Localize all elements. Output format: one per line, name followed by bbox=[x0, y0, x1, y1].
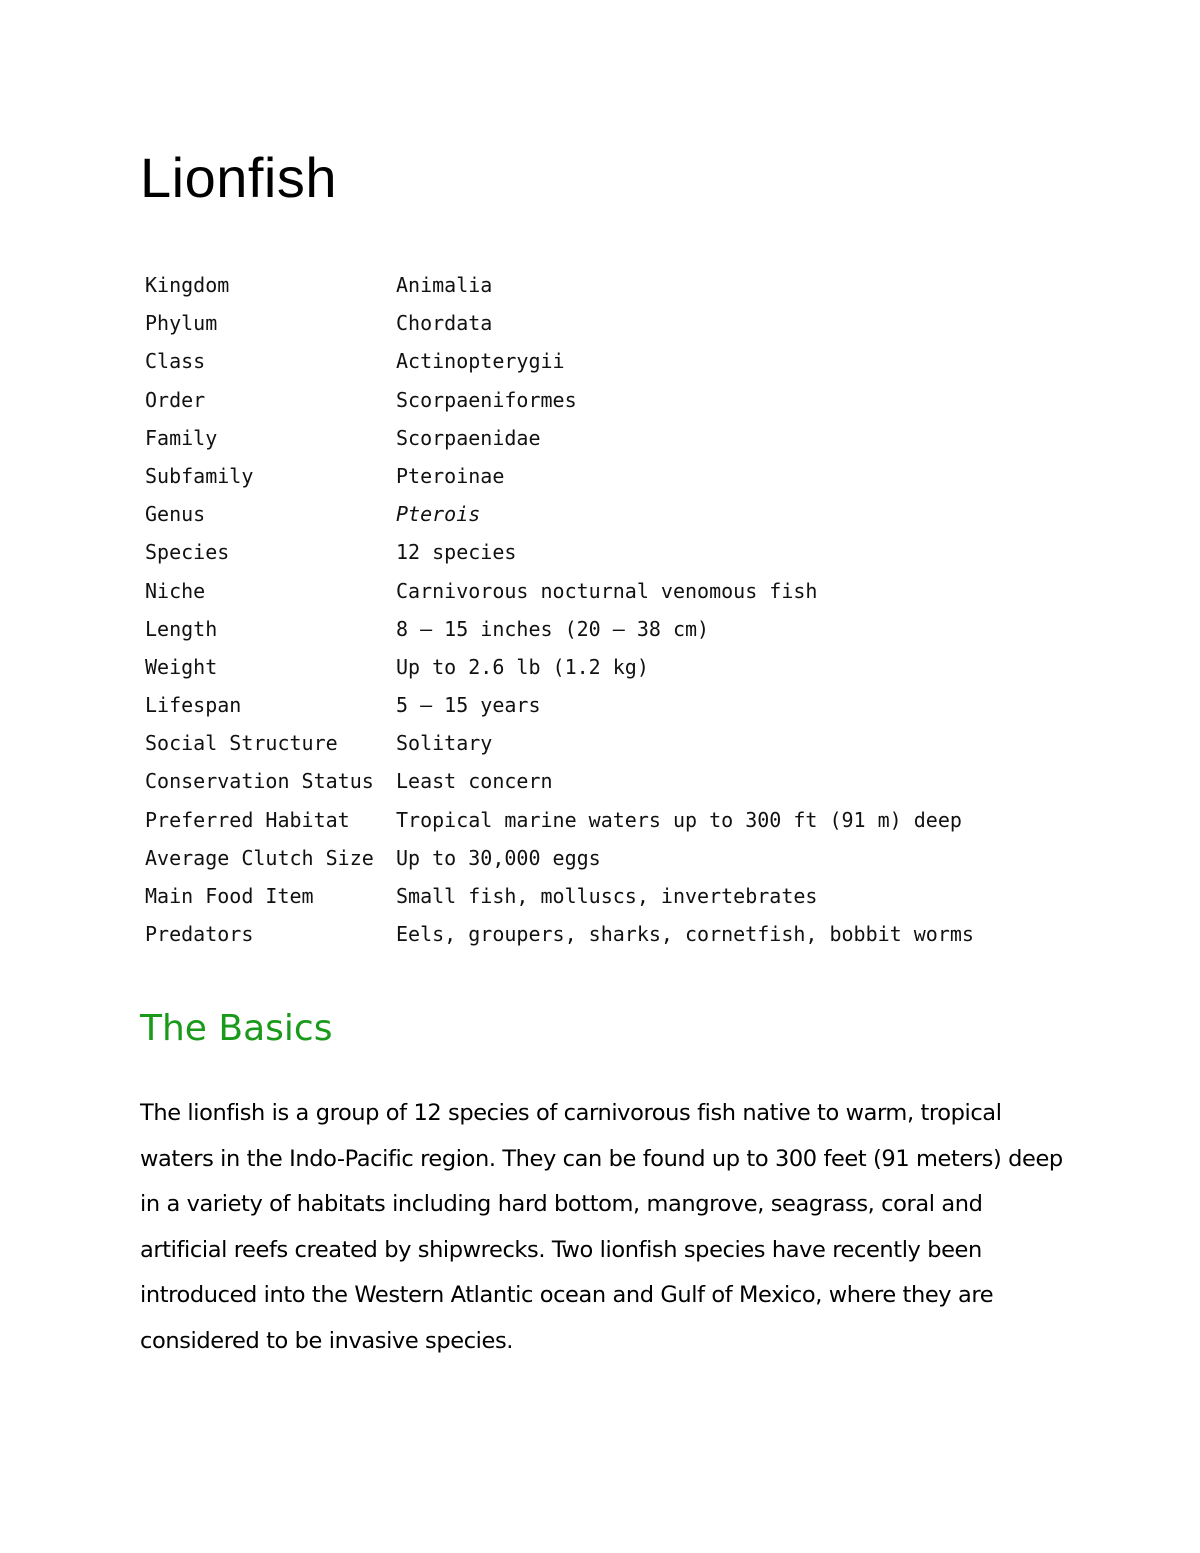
fact-label: Family bbox=[145, 425, 218, 450]
fact-value: Carnivorous nocturnal venomous fish bbox=[396, 578, 818, 603]
fact-row-genus bbox=[145, 495, 974, 533]
fact-value: 8 – 15 inches (20 – 38 cm) bbox=[396, 616, 710, 641]
fact-row-order bbox=[145, 381, 974, 419]
fact-row-species bbox=[145, 533, 974, 571]
fact-value: Pteroinae bbox=[396, 463, 505, 488]
fact-row-lifespan bbox=[145, 686, 974, 724]
fact-value: 12 species bbox=[396, 540, 517, 565]
fact-row-length bbox=[145, 610, 974, 648]
fact-label: Genus bbox=[145, 502, 206, 527]
fact-label: Predators bbox=[145, 922, 254, 947]
fact-value: Small fish, molluscs, invertebrates bbox=[396, 884, 818, 908]
fact-value: Animalia bbox=[396, 273, 493, 297]
fact-row-social-structure bbox=[145, 724, 974, 762]
fact-label: Preferred Habitat bbox=[145, 807, 350, 832]
fact-value: Solitary bbox=[396, 731, 493, 756]
fact-value: Least concern bbox=[396, 769, 553, 794]
fact-label: Weight bbox=[145, 654, 218, 679]
taxonomy-facts-table bbox=[145, 266, 974, 953]
fact-row-conservation-status bbox=[145, 762, 974, 800]
fact-value: Up to 30,000 eggs bbox=[396, 845, 601, 870]
fact-row-subfamily bbox=[145, 457, 974, 495]
fact-label: Niche bbox=[145, 578, 206, 603]
fact-label: Kingdom bbox=[145, 273, 230, 297]
fact-label: Conservation Status bbox=[145, 769, 374, 794]
section-heading: The Basics bbox=[140, 1008, 333, 1049]
fact-value: Scorpaenidae bbox=[396, 425, 541, 450]
fact-row-family bbox=[145, 419, 974, 457]
fact-value: Pterois bbox=[396, 502, 481, 527]
fact-label: Social Structure bbox=[145, 731, 338, 756]
fact-label: Main Food Item bbox=[145, 884, 314, 908]
page-title: Lionfish bbox=[140, 146, 338, 209]
fact-row-average-clutch-size bbox=[145, 839, 974, 877]
fact-label: Average Clutch Size bbox=[145, 845, 374, 870]
fact-value: Eels, groupers, sharks, cornetfish, bobbit worms bbox=[396, 922, 974, 947]
fact-value: Chordata bbox=[396, 311, 493, 336]
fact-row-niche bbox=[145, 572, 974, 610]
fact-value: Actinopterygii bbox=[396, 349, 565, 374]
fact-value: Scorpaeniformes bbox=[396, 387, 577, 412]
body-paragraph: The lionfish is a group of 12 species of carnivorous fish native to warm, tropical waters in the Indo-Pacific region. They can be found up to 300 feet (91 meters) deep in a variety of habitats including hard bottom, mangrove, seagrass, coral and artificial reefs created by shipwrecks. Two lionfish species have recently been introduced into the Western Atlantic ocean and Gulf of Mexico, where they are considered to be invasive species. bbox=[140, 1100, 1063, 1354]
fact-label: Lifespan bbox=[145, 693, 242, 718]
fact-value: Tropical marine waters up to 300 ft (91 m) deep bbox=[396, 807, 962, 832]
fact-row-weight bbox=[145, 648, 974, 686]
fact-label: Species bbox=[145, 540, 230, 565]
fact-row-class bbox=[145, 342, 974, 380]
fact-row-phylum bbox=[145, 304, 974, 342]
fact-label: Length bbox=[145, 616, 218, 641]
fact-label: Order bbox=[145, 387, 206, 412]
fact-value: 5 – 15 years bbox=[396, 693, 541, 718]
fact-label: Phylum bbox=[145, 311, 218, 336]
fact-label: Class bbox=[145, 349, 206, 374]
fact-label: Subfamily bbox=[145, 463, 254, 488]
fact-value: Up to 2.6 lb (1.2 kg) bbox=[396, 654, 649, 679]
fact-row-predators bbox=[145, 915, 974, 953]
fact-row-main-food-item bbox=[145, 877, 974, 915]
fact-row-preferred-habitat bbox=[145, 801, 974, 839]
fact-row-kingdom bbox=[145, 266, 974, 304]
